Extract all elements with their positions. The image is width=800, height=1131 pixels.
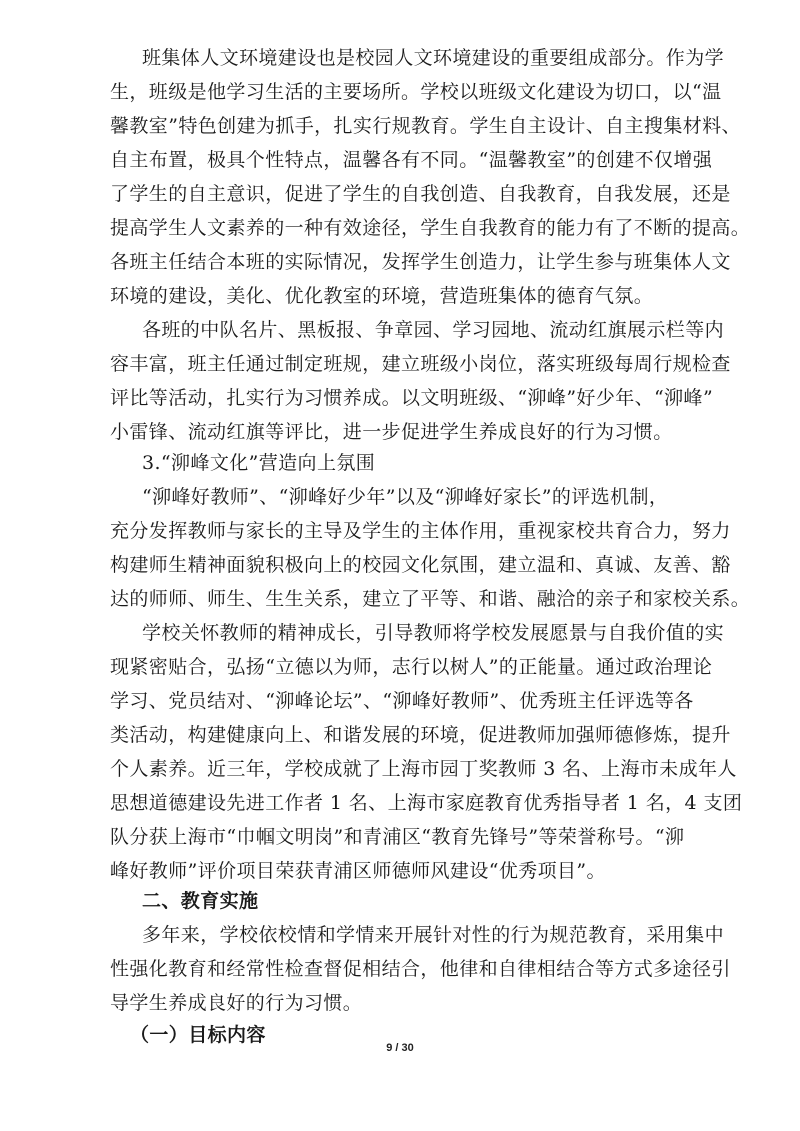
paragraph-line: 构建师生精神面貌积极向上的校园文化氛围，建立温和、真诚、友善、豁 [110, 554, 731, 576]
paragraph-line: 班集体人文环境建设也是校园人文环境建设的重要组成部分。作为学 [142, 47, 725, 69]
paragraph-line: 多年来，学校依校情和学情来开展针对性的行为规范教育，采用集中 [142, 924, 725, 946]
paragraph-line: 各班主任结合本班的实际情况，发挥学生创造力，让学生参与班集体人文 [110, 251, 731, 273]
paragraph-line: 容丰富，班主任通过制定班规，建立班级小岗位，落实班级每周行规检查 [110, 353, 731, 375]
paragraph-line: 提高学生人文素养的一种有效途径，学生自我教育的能力有了不断的提高。 [110, 217, 751, 239]
paragraph-line: 峰好教师”评价项目荣获青浦区师德师风建设“优秀项目”。 [110, 860, 606, 882]
paragraph-line: 各班的中队名片、黑板报、争章园、学习园地、流动红旗展示栏等内 [142, 319, 725, 341]
paragraph-line: 评比等活动，扎实行为习惯养成。以文明班级、“泖峰”好少年、“泖峰” [110, 387, 714, 409]
section-subheading: 3.“泖峰文化”营造向上氛围 [142, 452, 376, 474]
paragraph-line: 学习、党员结对、“泖峰论坛”、“泖峰好教师”、优秀班主任评选等各 [110, 690, 694, 712]
paragraph-line: 思想道德建设先进工作者 1 名、上海市家庭教育优秀指导者 1 名，4 支团 [110, 792, 743, 814]
paragraph-line: 达的师师、师生、生生关系，建立了平等、和谐、融洽的亲子和家校关系。 [110, 588, 751, 610]
paragraph-line: 类活动，构建健康向上、和谐发展的环境，促进教师加强师德修炼，提升 [110, 724, 731, 746]
paragraph-line: 导学生养成良好的行为习惯。 [110, 992, 363, 1014]
paragraph-line: 性强化教育和经常性检查督促相结合，他律和自律相结合等方式多途径引 [110, 958, 731, 980]
paragraph-line: 生，班级是他学习生活的主要场所。学校以班级文化建设为切口，以“温 [110, 81, 722, 103]
paragraph-line: 自主布置，极具个性特点，温馨各有不同。“温馨教室”的创建不仅增强 [110, 149, 713, 171]
paragraph-line: 充分发挥教师与家长的主导及学生的主体作用，重视家校共育合力，努力 [110, 520, 731, 542]
section-heading: 二、教育实施 [142, 890, 259, 912]
paragraph-line: 小雷锋、流动红旗等评比，进一步促进学生养成良好的行为习惯。 [110, 421, 673, 443]
page-number: 9 / 30 [386, 1042, 414, 1054]
paragraph-line: 了学生的自主意识，促进了学生的自我创造、自我教育，自我发展，还是 [110, 183, 731, 205]
paragraph-line: 现紧密贴合，弘扬“立德以为师，志行以树人”的正能量。通过政治理论 [110, 656, 713, 678]
paragraph-line: 学校关怀教师的精神成长，引导教师将学校发展愿景与自我价值的实 [142, 622, 725, 644]
subsection-heading: （一）目标内容 [130, 1024, 266, 1046]
paragraph-line: 馨教室”特色创建为抓手，扎实行规教育。学生自主设计、自主搜集材料、 [110, 115, 741, 137]
paragraph-line: 环境的建设，美化、优化教室的环境，营造班集体的德育气氛。 [110, 285, 654, 307]
paragraph-line: “泖峰好教师”、“泖峰好少年”以及“泖峰好家长”的评选机制， [142, 486, 669, 508]
paragraph-line: 个人素养。近三年，学校成就了上海市园丁奖教师 3 名、上海市未成年人 [110, 758, 737, 780]
paragraph-line: 队分获上海市“巾帼文明岗”和青浦区“教育先锋号”等荣誉称号。“泖 [110, 826, 685, 848]
